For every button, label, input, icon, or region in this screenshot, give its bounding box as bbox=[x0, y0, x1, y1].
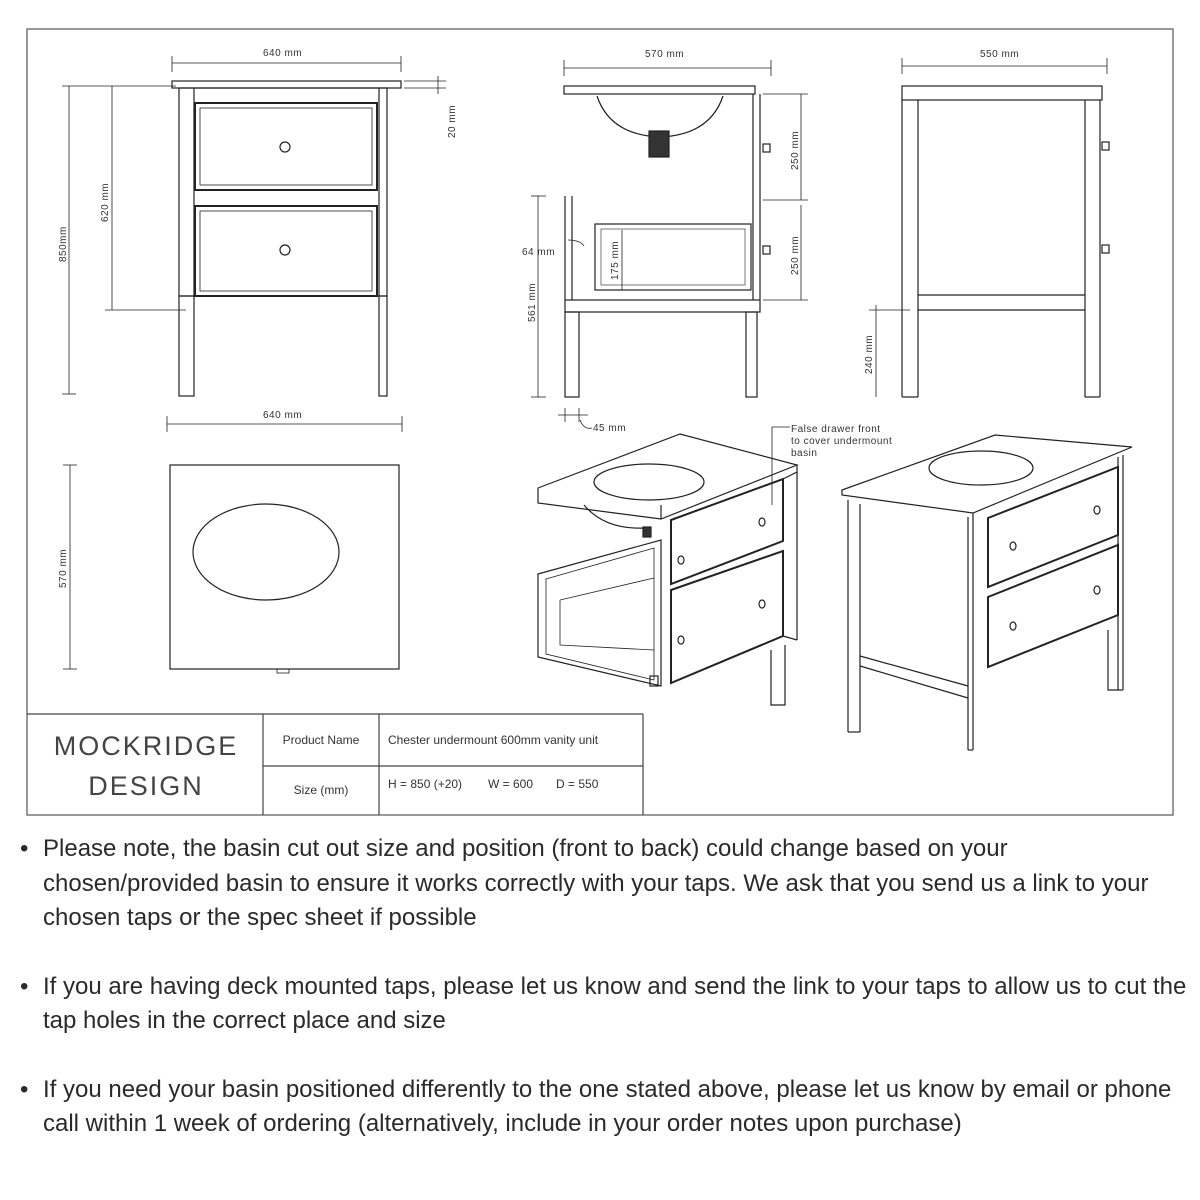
plan-view bbox=[63, 416, 402, 673]
section-elevation bbox=[531, 60, 808, 428]
plan-depth-label: 570 mm bbox=[58, 548, 69, 588]
drawer-height-top-label: 250 mm bbox=[790, 130, 801, 170]
overall-height-label: 850mm bbox=[58, 226, 69, 262]
body-height-label: 620 mm bbox=[100, 182, 111, 222]
brand-line1: MOCKRIDGE bbox=[53, 731, 239, 761]
leg-height-section-label: 561 mm bbox=[527, 282, 538, 322]
top-thickness-label: 20 mm bbox=[447, 104, 458, 138]
leg-height-side-label: 240 mm bbox=[864, 334, 875, 374]
callout-line1: False drawer front bbox=[791, 424, 881, 435]
note-deck-taps: • If you are having deck mounted taps, please let us know and send the link to your taps to allow us to cut the tap holes in the correct place and size bbox=[20, 970, 1190, 1039]
product-name-label: Product Name bbox=[282, 733, 360, 747]
note-basin-position: • If you need your basin positioned differently to the one stated above, please let us know by email or phone call within 1 week of ordering (alternatively, include in your order notes upon purchase) bbox=[20, 1073, 1190, 1142]
return-depth-label: 64 mm bbox=[522, 247, 556, 258]
front-elevation bbox=[62, 56, 446, 396]
side-elevation bbox=[869, 58, 1109, 397]
size-label: Size (mm) bbox=[293, 783, 349, 797]
note-basin-cutout: • Please note, the basin cut out size and position (front to back) could change based on your chosen/provided basin to ensure it works correctly with your taps. We ask that you send us a link to your chosen taps or the spec sheet if possible bbox=[20, 832, 1190, 936]
size-height: H = 850 (+20) bbox=[388, 777, 463, 791]
drawer-height-bottom-label: 250 mm bbox=[790, 235, 801, 275]
front-width-label: 640 mm bbox=[263, 48, 303, 59]
side-width-label: 570 mm bbox=[645, 49, 685, 60]
plan-width-label: 640 mm bbox=[263, 410, 303, 421]
size-width: W = 600 bbox=[488, 777, 534, 791]
depth-label: 550 mm bbox=[980, 49, 1020, 60]
callout-line2: to cover undermount bbox=[791, 436, 893, 447]
notes-list bbox=[20, 832, 1190, 1176]
leg-width-label: 45 mm bbox=[593, 423, 627, 434]
drawing-frame bbox=[27, 29, 1173, 815]
size-depth: D = 550 bbox=[556, 777, 599, 791]
product-name-value: Chester undermount 600mm vanity unit bbox=[388, 733, 599, 747]
isometric-closed bbox=[842, 435, 1132, 750]
inner-height-label: 175 mm bbox=[610, 240, 621, 280]
callout-line3: basin bbox=[791, 448, 818, 459]
brand-line2: DESIGN bbox=[88, 771, 204, 801]
isometric-open-drawer bbox=[538, 427, 797, 705]
